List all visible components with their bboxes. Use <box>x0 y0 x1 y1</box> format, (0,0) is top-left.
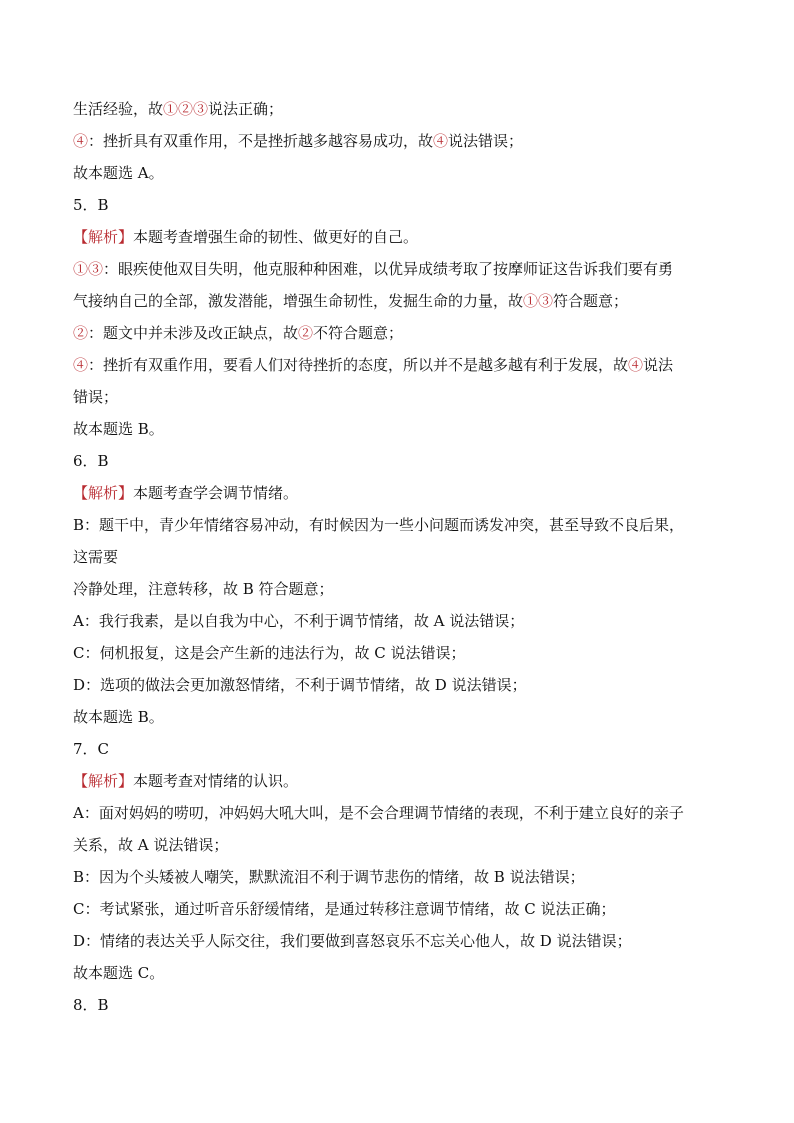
text-span: ：题文中并未涉及改正缺点，故 <box>88 324 299 342</box>
text-line <box>73 98 734 120</box>
text-line <box>73 290 734 312</box>
text-span: C：伺机报复，这是会产生新的违法行为，故 C 说法错误； <box>73 644 466 662</box>
text-line <box>73 354 734 376</box>
text-span: ：挫折有双重作用，要看人们对待挫折的态度，所以并不是越多越有利于发展，故 <box>88 356 629 374</box>
text-span: 生活经验，故 <box>73 100 164 118</box>
text-line <box>73 386 734 408</box>
text-span: 关系，故 A 说法错误； <box>73 836 229 854</box>
text-span: ：眼疾使他双目失明，他克服种种困难，以优异成绩考取了按摩师证这告诉我们要有勇 <box>103 260 674 278</box>
text-span: 本题考查学会调节情绪。 <box>133 484 299 502</box>
highlight-span: ④ <box>73 132 89 150</box>
text-span: A：面对妈妈的唠叨，冲妈妈大吼大叫，是不会合理调节情绪的表现，不利于建立良好的亲子 <box>73 804 684 822</box>
text-span: 故本题选 B。 <box>73 420 164 438</box>
highlight-span: 【解析】 <box>73 228 134 246</box>
text-line <box>73 834 734 856</box>
text-line <box>73 898 734 920</box>
text-span: 本题考查对情绪的认识。 <box>133 772 299 790</box>
text-span: 符合题意； <box>553 292 629 310</box>
highlight-span: ①②③ <box>163 100 209 118</box>
text-line <box>73 674 734 696</box>
highlight-span: ④ <box>433 132 449 150</box>
text-span: C：考试紧张，通过听音乐舒缓情绪，是通过转移注意调节情绪，故 C 说法正确； <box>73 900 616 918</box>
text-span: A：我行我素，是以自我为中心，不利于调节情绪，故 A 说法错误； <box>73 612 525 630</box>
text-line <box>73 194 734 216</box>
text-line <box>73 706 734 728</box>
text-line <box>73 322 734 344</box>
highlight-span: ④ <box>628 356 644 374</box>
text-span: 冷静处理，注意转移，故 B 符合题意； <box>73 580 334 598</box>
text-line <box>73 450 734 472</box>
highlight-span: ② <box>298 324 314 342</box>
text-line <box>73 610 734 632</box>
text-line <box>73 866 734 888</box>
text-span: 不符合题意； <box>313 324 404 342</box>
text-line <box>73 642 734 664</box>
highlight-span: ④ <box>73 356 89 374</box>
highlight-span: ①③ <box>523 292 554 310</box>
text-span: 气接纳自己的全部，激发潜能，增强生命韧性，发掘生命的力量，故 <box>73 292 524 310</box>
text-span: 故本题选 A。 <box>73 164 164 182</box>
text-span: 7．C <box>73 740 110 758</box>
text-span: 故本题选 C。 <box>73 964 165 982</box>
highlight-span: ①③ <box>73 260 104 278</box>
text-span: 这需要 <box>73 548 119 566</box>
text-span: 说法错误； <box>448 132 524 150</box>
text-line <box>73 546 734 568</box>
text-span: B：因为个头矮被人嘲笑，默默流泪不利于调节悲伤的情绪，故 B 说法错误； <box>73 868 585 886</box>
text-span: 说法 <box>643 356 674 374</box>
text-line <box>73 418 734 440</box>
text-line <box>73 226 734 248</box>
text-line <box>73 738 734 760</box>
text-line <box>73 514 734 536</box>
text-span: 说法正确； <box>208 100 284 118</box>
text-line <box>73 482 734 504</box>
text-span: D：情绪的表达关乎人际交往，我们要做到喜怒哀乐不忘关心他人，故 D 说法错误； <box>73 932 632 950</box>
text-span: ：挫折具有双重作用，不是挫折越多越容易成功，故 <box>88 132 434 150</box>
text-span: 5．B <box>73 196 109 214</box>
text-span: 6．B <box>73 452 109 470</box>
highlight-span: ② <box>73 324 89 342</box>
text-line <box>73 770 734 792</box>
text-line <box>73 994 734 1016</box>
text-line <box>73 802 734 824</box>
text-span: B：题干中，青少年情绪容易冲动，有时候因为一些小问题而诱发冲突，甚至导致不良后果， <box>73 516 685 534</box>
highlight-span: 【解析】 <box>73 772 134 790</box>
text-span: 故本题选 B。 <box>73 708 164 726</box>
highlight-span: 【解析】 <box>73 484 134 502</box>
text-span: 错误； <box>73 388 119 406</box>
text-span: 本题考查增强生命的韧性、做更好的自己。 <box>133 228 419 246</box>
text-line <box>73 578 734 600</box>
text-line <box>73 930 734 952</box>
text-span: D：选项的做法会更加激怒情绪，不利于调节情绪，故 D 说法错误； <box>73 676 527 694</box>
text-line <box>73 962 734 984</box>
text-span: 8．B <box>73 996 109 1014</box>
text-line <box>73 258 734 280</box>
text-line <box>73 162 734 184</box>
text-line <box>73 130 734 152</box>
